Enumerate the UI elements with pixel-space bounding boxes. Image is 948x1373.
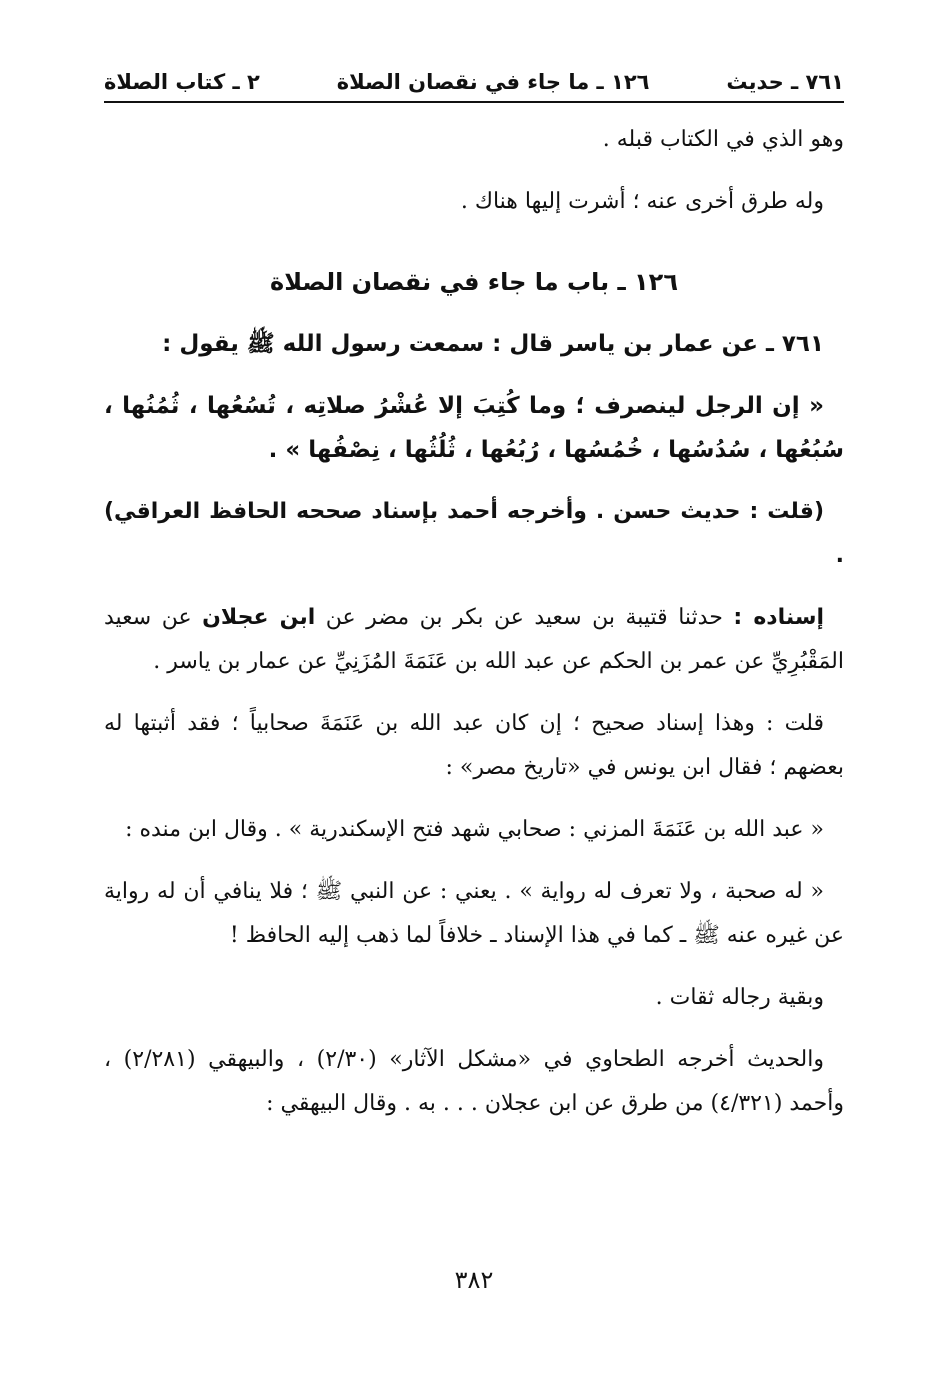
rijal-paragraph: وبقية رجاله ثقات . (655, 985, 824, 1010)
isnad-part-b: عن سعيد المَقْبُرِيِّ عن عمر بن الحكم عن عبد الله بن عَنَمَةَ المُزَنِيِّ عن عمار بن ياسر . (104, 605, 844, 674)
header-chapter-title: ١٢٦ ـ ما جاء في نقصان الصلاة (336, 70, 650, 94)
page-body (104, 118, 844, 1144)
paragraph-1: وهو الذي في الكتاب قبله . (602, 127, 844, 152)
verdict-note: (قلت : حديث حسن . وأخرجه أحمد بإسناد صححه الحافظ العراقي) . (104, 499, 844, 568)
running-header (104, 62, 844, 102)
takhrij-paragraph: والحديث أخرجه الطحاوي في «مشكل الآثار» (٢/٣٠) ، والبيهقي (٢/٢٨١) ، وأحمد (٤/٣٢١) من طرق عن ابن عجلان . . . به . وقال البيهقي : (104, 1047, 844, 1116)
qult-paragraph: قلت : وهذا إسناد صحيح ؛ إن كان عبد الله بن عَنَمَةَ صحابياً ؛ فقد أثبتها له بعضهم ؛ فقال ابن يونس في «تاريخ مصر» : (104, 711, 844, 780)
isnad-narrator-bold: ابن عجلان (202, 605, 316, 630)
quote-ibn-yunus: « عبد الله بن عَنَمَةَ المزني : صحابي شهد فتح الإسكندرية » . وقال ابن منده : (125, 817, 824, 842)
isnad-paragraph (104, 596, 844, 684)
quote-ibn-mandah: « له صحبة ، ولا تعرف له رواية » . يعني : عن النبي ﷺ ؛ فلا ينافي أن له رواية عن غيره عنه ﷺ ـ كما في هذا الإسناد ـ خلافاً لما ذهب إليه الحافظ ! (104, 879, 844, 948)
page-number: ٣٨٢ (454, 1266, 494, 1294)
header-book-title: ٢ ـ كتاب الصلاة (104, 70, 260, 94)
header-hadith-number: ٧٦١ ـ حديث (726, 70, 844, 94)
isnad-part-a: حدثنا قتيبة بن سعيد عن بكر بن مضر عن (325, 605, 723, 630)
isnad-label: إسناده : (733, 605, 825, 630)
hadith-heading: ٧٦١ ـ عن عمار بن ياسر قال : سمعت رسول الله ﷺ يقول : (162, 331, 824, 357)
header-divider (104, 101, 844, 103)
paragraph-2: وله طرق أخرى عنه ؛ أشرت إليها هناك . (460, 189, 824, 214)
hadith-text: « إن الرجل لينصرف ؛ وما كُتِبَ إلا عُشْرُ صلاتِه ، تُسُعُها ، ثُمُنُها ، سُبُعُها ، سُدُسُها ، خُمُسُها ، رُبُعُها ، ثُلُثُها ، نِصْفُها » . (104, 393, 844, 463)
chapter-title: ١٢٦ ـ باب ما جاء في نقصان الصلاة (270, 268, 678, 296)
